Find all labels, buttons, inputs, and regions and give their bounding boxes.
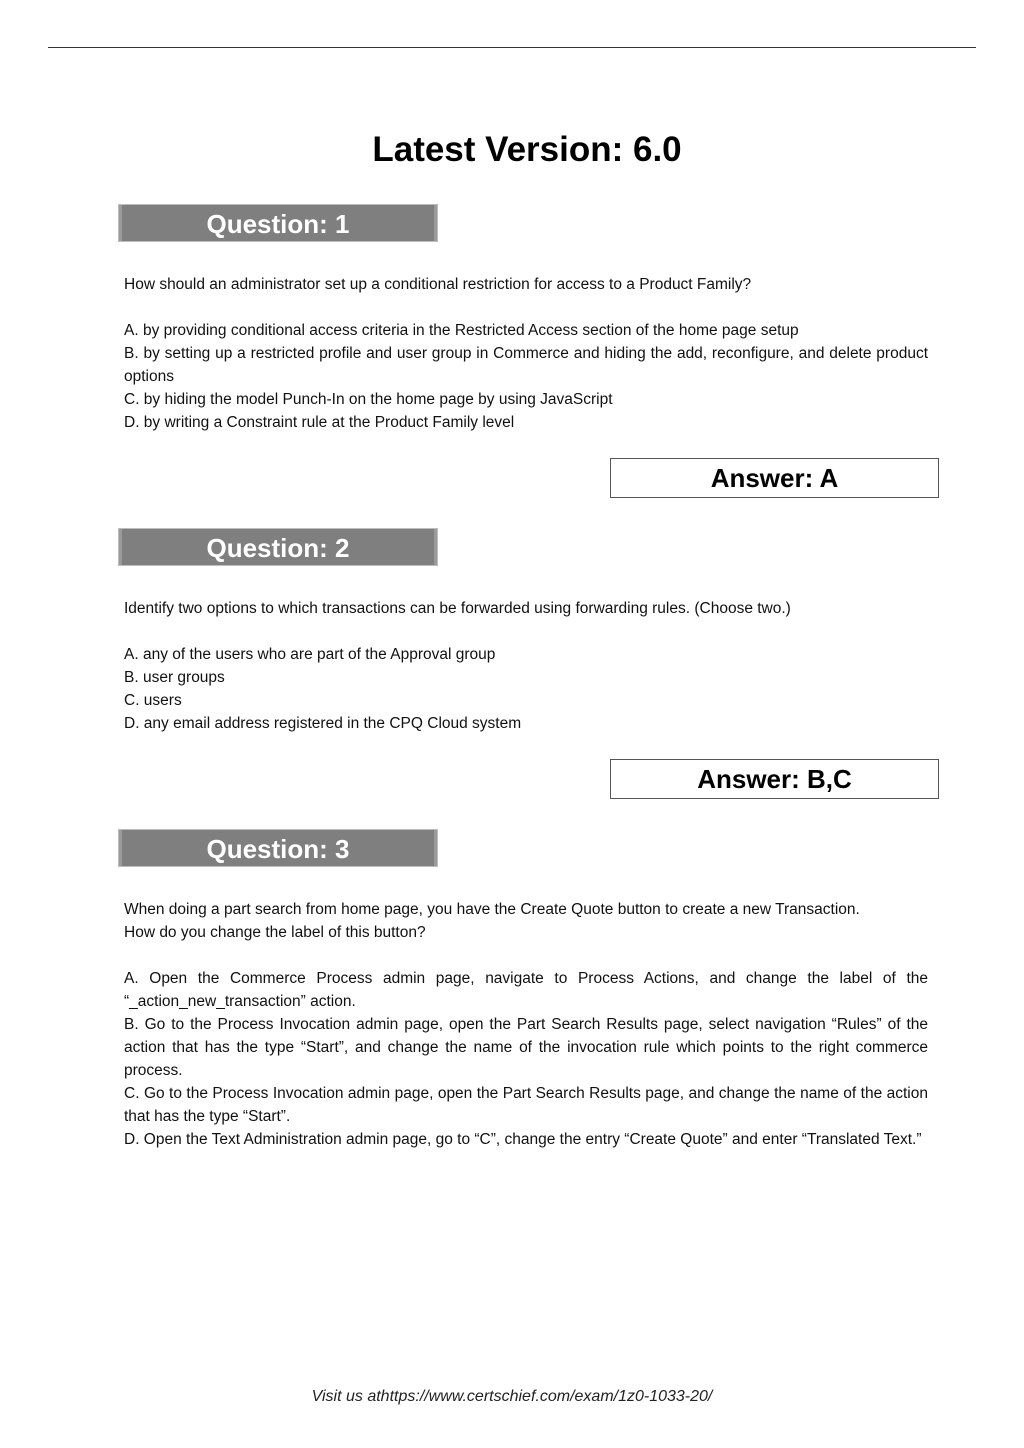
question-3-label: Question: 3 [206, 834, 350, 864]
question-2-answer: Answer: B,C [697, 764, 852, 794]
question-1-banner [118, 204, 438, 242]
question-1-answer: Answer: A [710, 463, 839, 493]
question-3-body [124, 898, 928, 1151]
question-2-option-a: A. any of the users who are part of the Approval group [124, 646, 496, 663]
footer-link[interactable]: Visit us athttps://www.certschief.com/exam/1z0-1033-20/ [311, 1388, 713, 1405]
question-1-option-a: A. by providing conditional access criteria in the Restricted Access section of the home page setup [124, 322, 799, 339]
question-2-prompt: Identify two options to which transactions can be forwarded using forwarding rules. (Choose two.) [124, 600, 791, 617]
question-2-answer-box [610, 759, 939, 799]
question-2-option-c: C. users [124, 692, 182, 709]
question-1-option-c: C. by hiding the model Punch-In on the home page by using JavaScript [124, 391, 613, 408]
question-3-prompt: When doing a part search from home page, you have the Create Quote button to create a new Transaction. [124, 901, 860, 918]
question-2-option-d: D. any email address registered in the CPQ Cloud system [124, 715, 522, 732]
question-2-label: Question: 2 [206, 533, 350, 563]
question-1-prompt: How should an administrator set up a conditional restriction for access to a Product Family? [124, 276, 752, 293]
question-3-option-d: D. Open the Text Administration admin page, go to “C”, change the entry “Create Quote” and enter “Translated Text.” [124, 1131, 922, 1148]
header-rule [48, 47, 976, 48]
question-1-label: Question: 1 [206, 209, 350, 239]
question-2-body [124, 597, 928, 735]
question-1-answer-box [610, 458, 939, 498]
question-1-body [124, 273, 928, 434]
question-3-option-c: C. Go to the Process Invocation admin page, open the Part Search Results page, and change the name of the action that has the type “Start”. [124, 1085, 928, 1125]
question-3-prompt-2: How do you change the label of this button? [124, 924, 426, 941]
question-2-banner [118, 528, 438, 566]
question-3-option-b: B. Go to the Process Invocation admin page, open the Part Search Results page, select navigation “Rules” of the action that has the type “Start”, and change the name of the invocation rule which points to the right commerce process. [124, 1016, 928, 1079]
question-3-banner [118, 829, 438, 867]
question-3-option-a: A. Open the Commerce Process admin page, navigate to Process Actions, and change the label of the “_action_new_transaction” action. [124, 970, 928, 1010]
question-1-option-d: D. by writing a Constraint rule at the Product Family level [124, 414, 515, 431]
question-2-option-b: B. user groups [124, 669, 225, 686]
question-1-option-b: B. by setting up a restricted profile and user group in Commerce and hiding the add, reconfigure, and delete product options [124, 345, 928, 385]
page-title: Latest Version: 6.0 [372, 130, 682, 169]
